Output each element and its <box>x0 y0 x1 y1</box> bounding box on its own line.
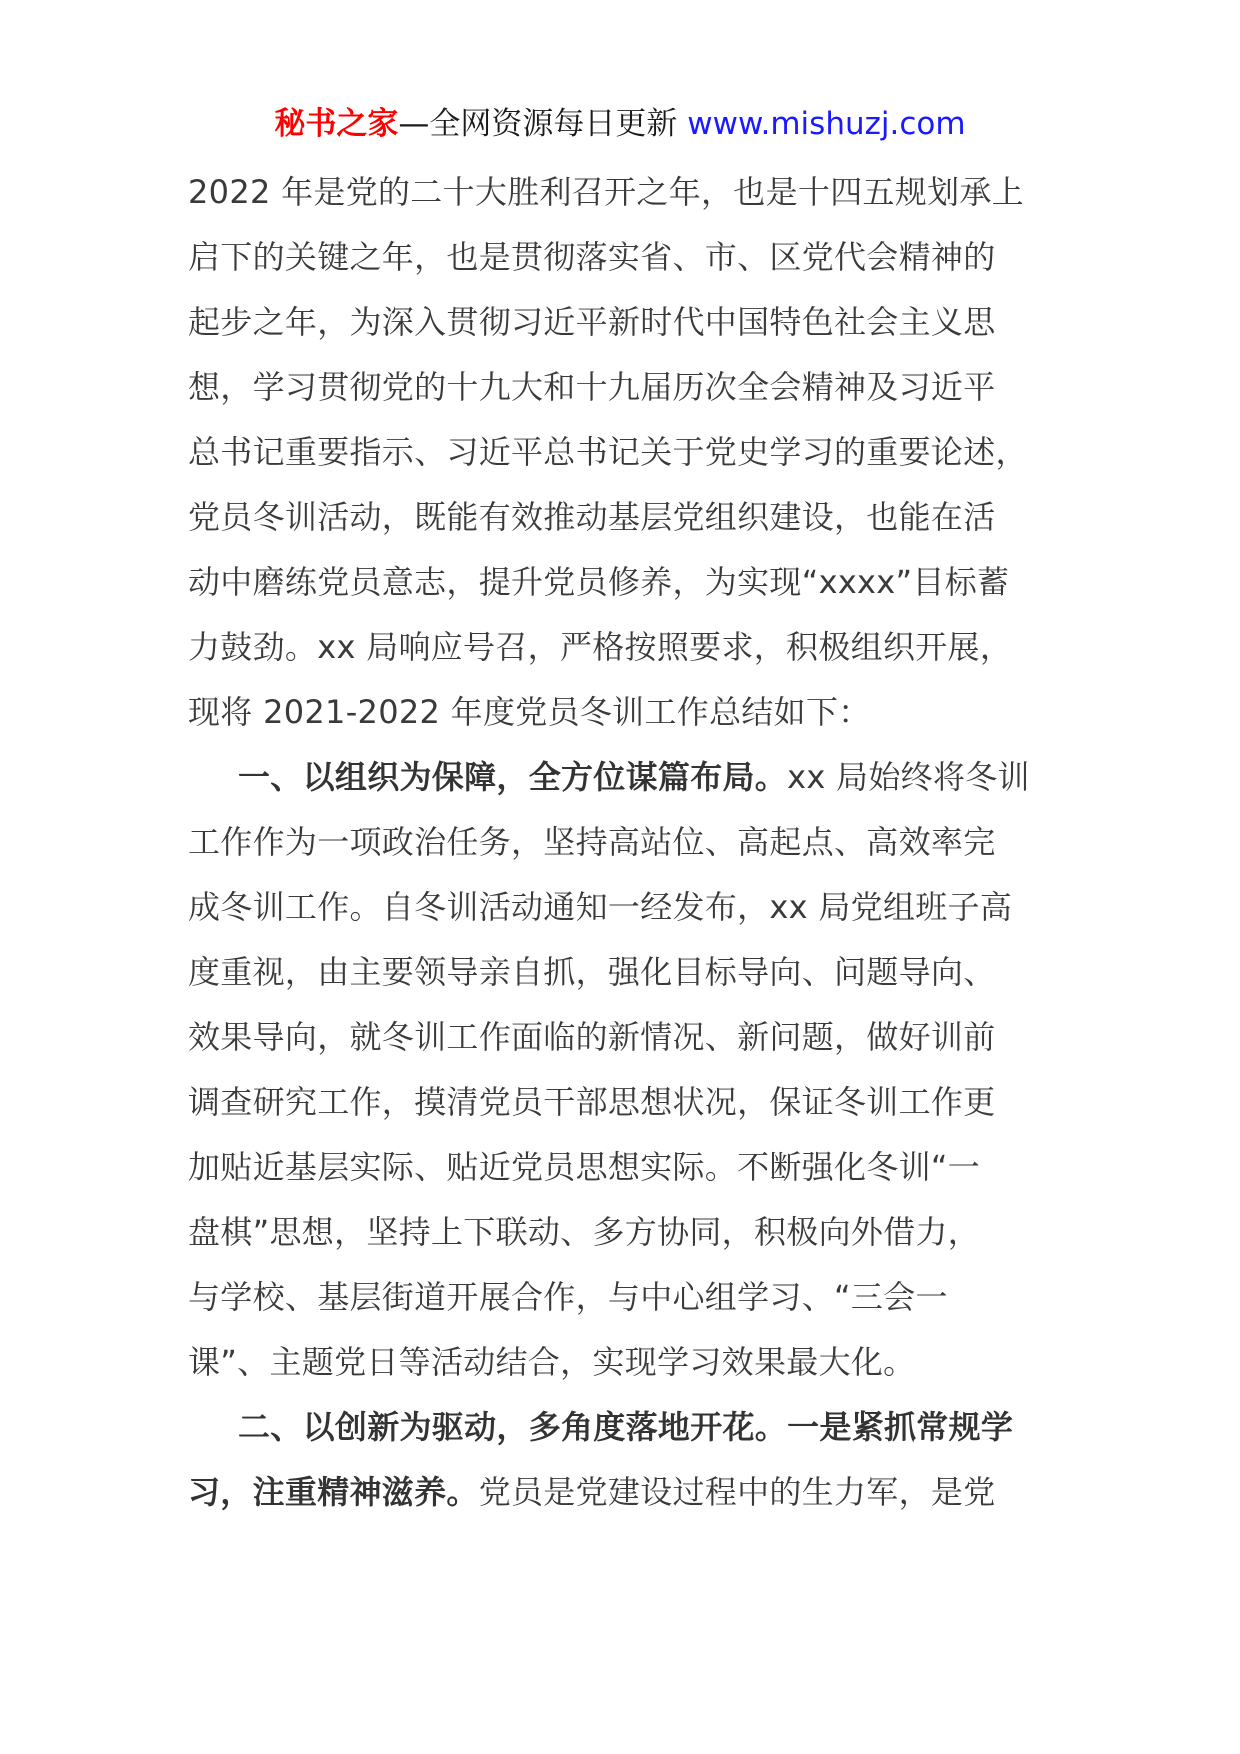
paragraph-line: 工作作为一项政治任务，坚持高站位、高起点、高效率完 <box>188 823 996 861</box>
section-1-heading: 一、以组织为保障，全方位谋篇布局。 <box>238 758 788 796</box>
paragraph-line: 启下的关键之年，也是贯彻落实省、市、区党代会精神的 <box>188 238 996 276</box>
paragraph-line: 想，学习贯彻党的十九大和十九届历次全会精神及习近平 <box>188 368 996 406</box>
section-2-first-line <box>188 1395 1064 1460</box>
paragraph-line: 度重视，由主要领导亲自抓，强化目标导向、问题导向、 <box>188 953 996 991</box>
paragraph-line: 加贴近基层实际、贴近党员思想实际。不断强化冬训“一 <box>188 1148 981 1186</box>
header-site-link[interactable]: www.mishuzj.com <box>687 106 966 142</box>
paragraph-line: 2022 年是党的二十大胜利召开之年，也是十四五规划承上 <box>188 173 1025 211</box>
page-header <box>0 100 1240 148</box>
paragraph-line: 成冬训工作。自冬训活动通知一经发布，xx 局党组班子高 <box>188 888 1013 926</box>
header-brand: 秘书之家 <box>274 106 399 142</box>
paragraph-line: 总书记重要指示、习近平总书记关于党史学习的重要论述， <box>188 433 1028 471</box>
section-2-second-line-text: 党员是党建设过程中的生力军，是党 <box>478 1473 996 1511</box>
paragraph-line: 力鼓劲。xx 局响应号召，严格按照要求，积极组织开展， <box>188 628 1013 666</box>
header-tagline: —全网资源每日更新 <box>398 106 678 142</box>
section-2-second-line <box>188 1460 1064 1525</box>
paragraph-line: 起步之年，为深入贯彻习近平新时代中国特色社会主义思 <box>188 303 996 341</box>
paragraph-line: 现将 2021-2022 年度党员冬训工作总结如下： <box>188 693 871 731</box>
paragraph-line: 盘棋”思想，坚持上下联动、多方协同，积极向外借力， <box>188 1213 981 1251</box>
paragraph-line: 动中磨练党员意志，提升党员修养，为实现“xxxx”目标蓄 <box>188 563 1010 601</box>
section-1-first-line-text: xx 局始终将冬训 <box>787 758 1030 796</box>
paragraph-line: 效果导向，就冬训工作面临的新情况、新问题，做好训前 <box>188 1018 996 1056</box>
paragraph-line: 课”、主题党日等活动结合，实现学习效果最大化。 <box>188 1343 916 1381</box>
section-1-first-line <box>188 745 1064 810</box>
section-2-subheading: 习，注重精神滋养。 <box>188 1473 479 1511</box>
paragraph-line: 调查研究工作，摸清党员干部思想状况，保证冬训工作更 <box>188 1083 996 1121</box>
document-body <box>188 160 1064 1525</box>
section-2-heading: 二、以创新为驱动，多角度落地开花。一是紧抓常规学 <box>238 1408 1014 1446</box>
paragraph-line: 与学校、基层街道开展合作，与中心组学习、“三会一 <box>188 1278 948 1316</box>
paragraph-line: 党员冬训活动，既能有效推动基层党组织建设，也能在活 <box>188 498 996 536</box>
